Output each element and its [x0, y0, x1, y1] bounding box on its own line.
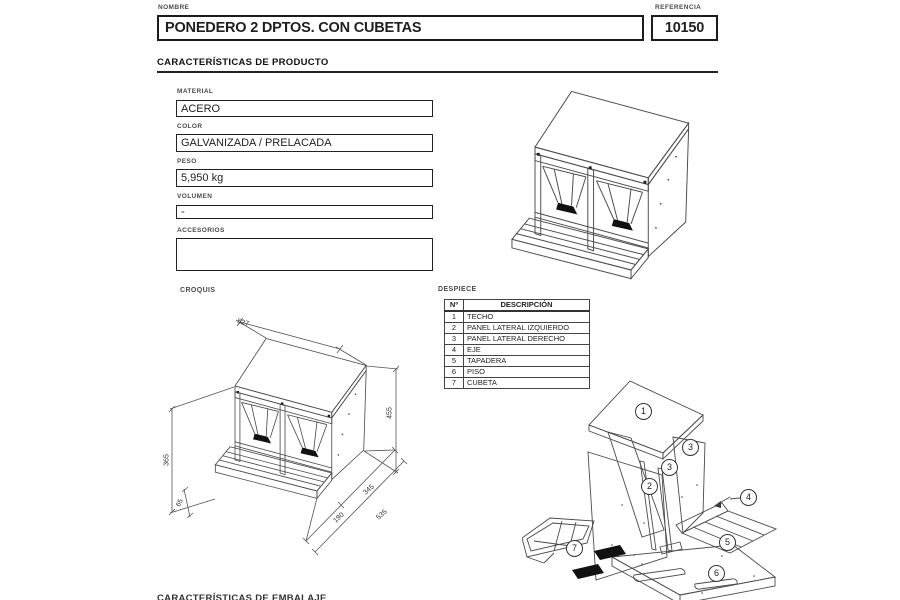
- col-header-no: Nº: [445, 300, 464, 312]
- table-row: [445, 311, 590, 323]
- accesorios-value-box: [176, 238, 433, 271]
- row-desc: EJE: [464, 345, 590, 356]
- row-desc: CUBETA: [464, 378, 590, 389]
- accesorios-label: ACCESORIOS: [177, 227, 225, 234]
- row-desc: TECHO: [464, 311, 590, 323]
- dim-depth-body: 345: [362, 483, 376, 497]
- parts-table-header: [445, 300, 590, 312]
- table-row: [445, 334, 590, 345]
- row-desc: PANEL LATERAL IZQUIERDO: [464, 323, 590, 334]
- part-balloon-piso: 6: [708, 565, 725, 582]
- row-no: 2: [445, 323, 464, 334]
- row-no: 3: [445, 334, 464, 345]
- color-value: GALVANIZADA / PRELACADA: [181, 137, 332, 149]
- row-no: 1: [445, 311, 464, 323]
- section-title-packaging: CARACTERÍSTICAS DE EMBALAJE: [157, 593, 327, 600]
- reference-value: 10150: [664, 20, 705, 36]
- row-desc: PANEL LATERAL DERECHO: [464, 334, 590, 345]
- exploded-view-svg: [522, 365, 800, 600]
- peso-value: 5,950 kg: [181, 172, 224, 184]
- part-balloon-eje: 4: [740, 489, 757, 506]
- dim-right-height: 455: [386, 407, 394, 419]
- color-value-box: [176, 134, 433, 152]
- reference-box: [651, 15, 718, 41]
- product-name: PONEDERO 2 DPTOS. CON CUBETAS: [165, 20, 422, 36]
- row-desc: TAPADERA: [464, 356, 590, 367]
- material-value-box: [176, 100, 433, 117]
- croquis-drawing: [158, 303, 414, 559]
- part-balloon-panel-derecho-2: 3: [661, 459, 678, 476]
- table-row: [445, 323, 590, 334]
- peso-value-box: [176, 169, 433, 187]
- croquis-svg: [158, 303, 414, 559]
- row-no: 6: [445, 367, 464, 378]
- despiece-label: DESPIECE: [438, 286, 477, 293]
- row-desc: PISO: [464, 367, 590, 378]
- volumen-label: VOLUMEN: [177, 193, 213, 200]
- material-value: ACERO: [181, 103, 221, 115]
- table-row: [445, 345, 590, 356]
- referencia-label: REFERENCIA: [655, 4, 702, 11]
- dim-depth-total: 535: [375, 508, 389, 522]
- product-isometric-drawing: [487, 78, 737, 286]
- part-balloon-cubeta: 7: [566, 540, 583, 557]
- exploded-view-drawing: [522, 365, 800, 600]
- part-balloon-panel-izquierdo: 2: [641, 478, 658, 495]
- volumen-value: -: [181, 206, 185, 218]
- col-header-desc: DESCRIPCIÓN: [464, 300, 590, 312]
- dim-step-height: 65: [175, 497, 185, 509]
- part-balloon-panel-derecho: 3: [682, 439, 699, 456]
- volumen-value-box: [176, 205, 433, 219]
- row-no: 4: [445, 345, 464, 356]
- nombre-label: NOMBRE: [158, 4, 190, 11]
- material-label: MATERIAL: [177, 88, 214, 95]
- dimension-lines: [169, 318, 407, 555]
- croquis-label: CROQUIS: [180, 287, 216, 294]
- dim-left-height: 365: [163, 454, 171, 466]
- row-no: 5: [445, 356, 464, 367]
- part-balloon-techo: 1: [635, 403, 652, 420]
- dim-depth-step: 190: [332, 511, 346, 525]
- row-no: 7: [445, 378, 464, 389]
- dim-top-width: 527: [236, 318, 250, 328]
- product-name-box: [157, 15, 644, 41]
- color-label: COLOR: [177, 123, 203, 130]
- part-balloon-tapadera: 5: [719, 534, 736, 551]
- section-title-product: CARACTERÍSTICAS DE PRODUCTO: [157, 57, 718, 73]
- peso-label: PESO: [177, 158, 197, 165]
